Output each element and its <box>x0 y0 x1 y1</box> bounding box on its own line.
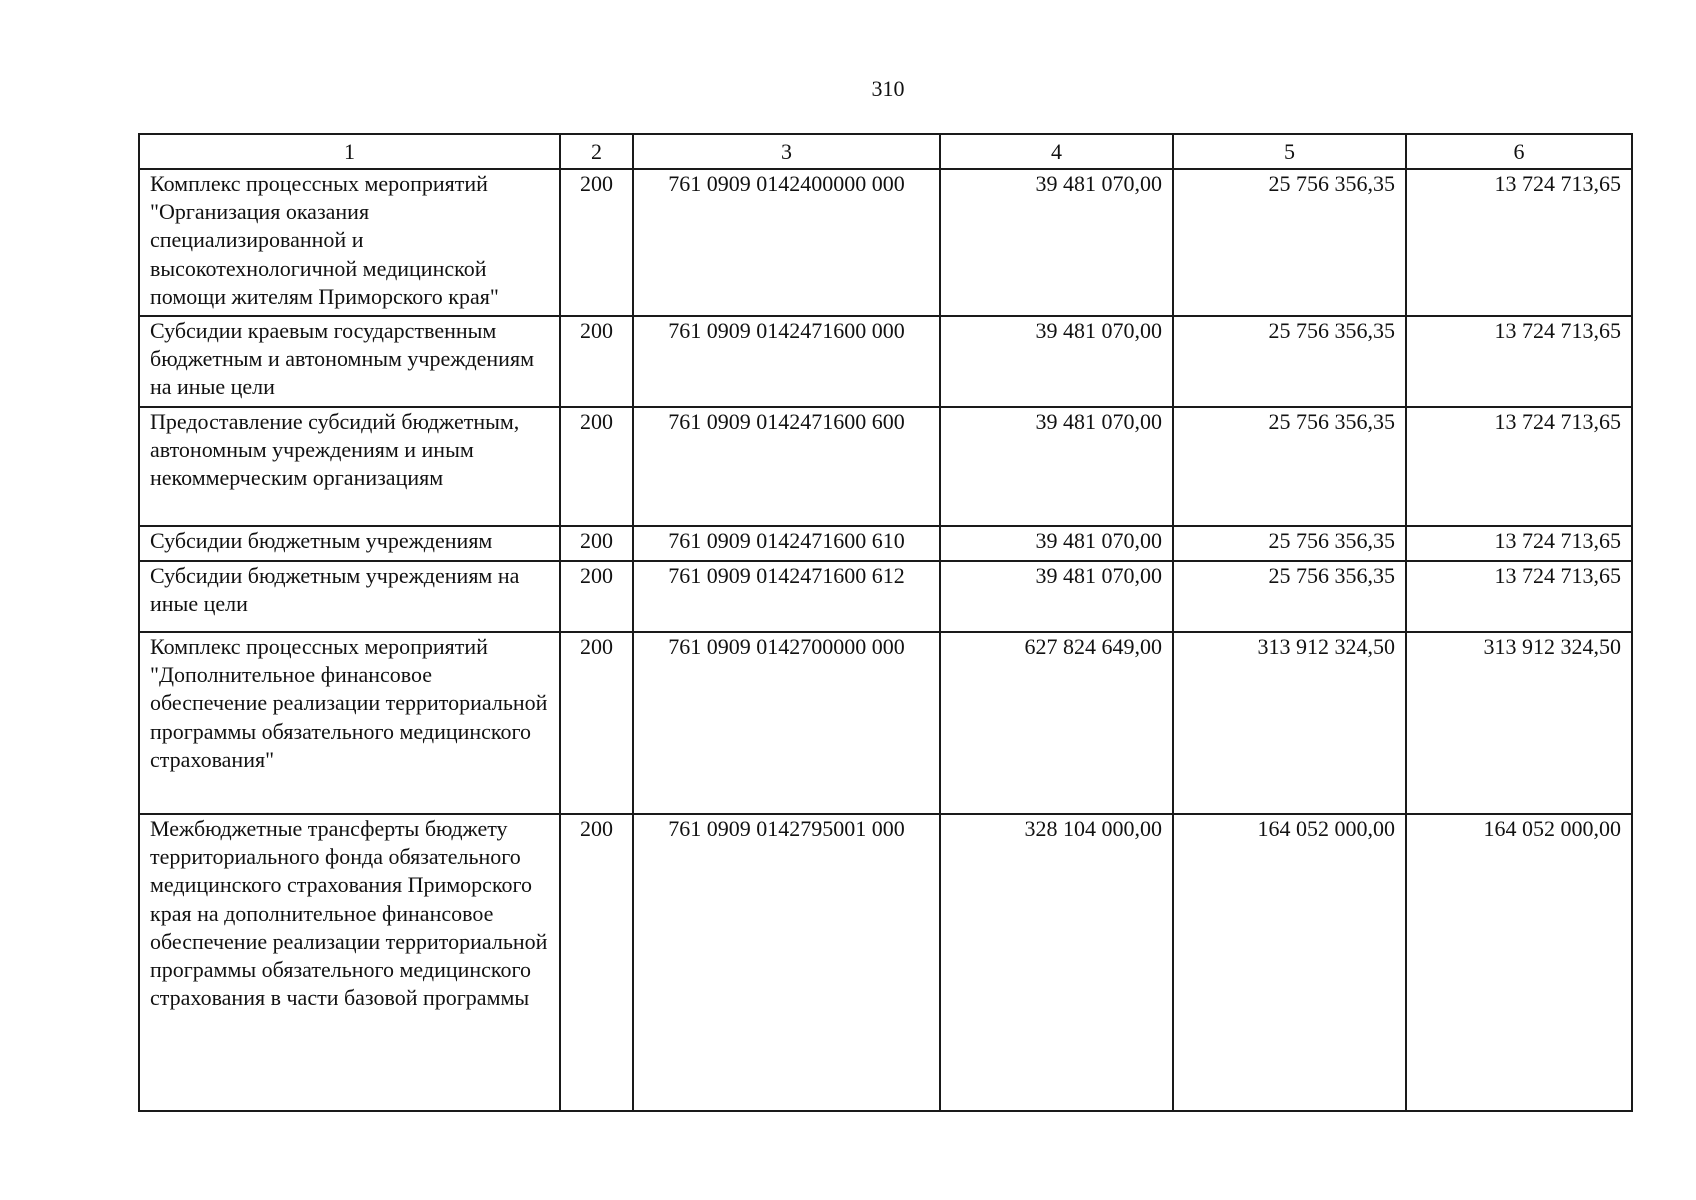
row-code: 200 <box>560 814 633 1111</box>
row-name: Субсидии бюджетным учреждениям <box>139 526 560 561</box>
row-value-5: 25 756 356,35 <box>1173 561 1406 632</box>
table-row <box>139 632 1632 814</box>
row-value-6: 13 724 713,65 <box>1406 407 1632 526</box>
column-header-4: 4 <box>940 134 1173 169</box>
row-kbk: 761 0909 0142700000 000 <box>633 632 940 814</box>
column-header-3: 3 <box>633 134 940 169</box>
row-value-4: 39 481 070,00 <box>940 169 1173 316</box>
row-value-5: 25 756 356,35 <box>1173 526 1406 561</box>
row-kbk: 761 0909 0142471600 600 <box>633 407 940 526</box>
row-value-6: 13 724 713,65 <box>1406 526 1632 561</box>
row-value-4: 39 481 070,00 <box>940 526 1173 561</box>
row-value-4: 39 481 070,00 <box>940 407 1173 526</box>
table-row <box>139 316 1632 407</box>
row-kbk: 761 0909 0142795001 000 <box>633 814 940 1111</box>
row-value-6: 13 724 713,65 <box>1406 316 1632 407</box>
row-value-4: 39 481 070,00 <box>940 316 1173 407</box>
table-row <box>139 814 1632 1111</box>
page-number: 310 <box>871 76 905 101</box>
row-kbk: 761 0909 0142400000 000 <box>633 169 940 316</box>
row-name: Субсидии бюджетным учреждениям на иные цели <box>139 561 560 632</box>
row-code: 200 <box>560 316 633 407</box>
row-value-6: 13 724 713,65 <box>1406 561 1632 632</box>
row-value-5: 25 756 356,35 <box>1173 407 1406 526</box>
row-name: Комплекс процессных мероприятий "Организация оказания специализированной и высокотехнологичной медицинской помощи жителям Приморского края" <box>139 169 560 316</box>
row-kbk: 761 0909 0142471600 610 <box>633 526 940 561</box>
row-value-4: 627 824 649,00 <box>940 632 1173 814</box>
column-header-6: 6 <box>1406 134 1632 169</box>
row-value-5: 313 912 324,50 <box>1173 632 1406 814</box>
row-value-6: 13 724 713,65 <box>1406 169 1632 316</box>
row-value-5: 25 756 356,35 <box>1173 316 1406 407</box>
table-header-row <box>139 134 1632 169</box>
row-code: 200 <box>560 561 633 632</box>
row-code: 200 <box>560 407 633 526</box>
row-code: 200 <box>560 632 633 814</box>
row-code: 200 <box>560 169 633 316</box>
row-value-4: 328 104 000,00 <box>940 814 1173 1111</box>
row-name: Субсидии краевым государственным бюджетным и автономным учреждениям на иные цели <box>139 316 560 407</box>
row-kbk: 761 0909 0142471600 000 <box>633 316 940 407</box>
table-row <box>139 526 1632 561</box>
row-value-5: 164 052 000,00 <box>1173 814 1406 1111</box>
row-name: Межбюджетные трансферты бюджету территориального фонда обязательного медицинского страхования Приморского края на дополнительное финансовое обеспечение реализации территориальной программы обязательного медицинского страхования в части базовой программы <box>139 814 560 1111</box>
table-row <box>139 169 1632 316</box>
column-header-5: 5 <box>1173 134 1406 169</box>
row-name: Комплекс процессных мероприятий "Дополнительное финансовое обеспечение реализации территориальной программы обязательного медицинского страхования" <box>139 632 560 814</box>
row-value-6: 313 912 324,50 <box>1406 632 1632 814</box>
row-value-6: 164 052 000,00 <box>1406 814 1632 1111</box>
column-header-2: 2 <box>560 134 633 169</box>
table-row <box>139 561 1632 632</box>
row-code: 200 <box>560 526 633 561</box>
budget-table <box>138 133 1633 1112</box>
row-value-4: 39 481 070,00 <box>940 561 1173 632</box>
row-kbk: 761 0909 0142471600 612 <box>633 561 940 632</box>
row-value-5: 25 756 356,35 <box>1173 169 1406 316</box>
row-name: Предоставление субсидий бюджетным, автономным учреждениям и иным некоммерческим организациям <box>139 407 560 526</box>
table-row <box>139 407 1632 526</box>
column-header-1: 1 <box>139 134 560 169</box>
